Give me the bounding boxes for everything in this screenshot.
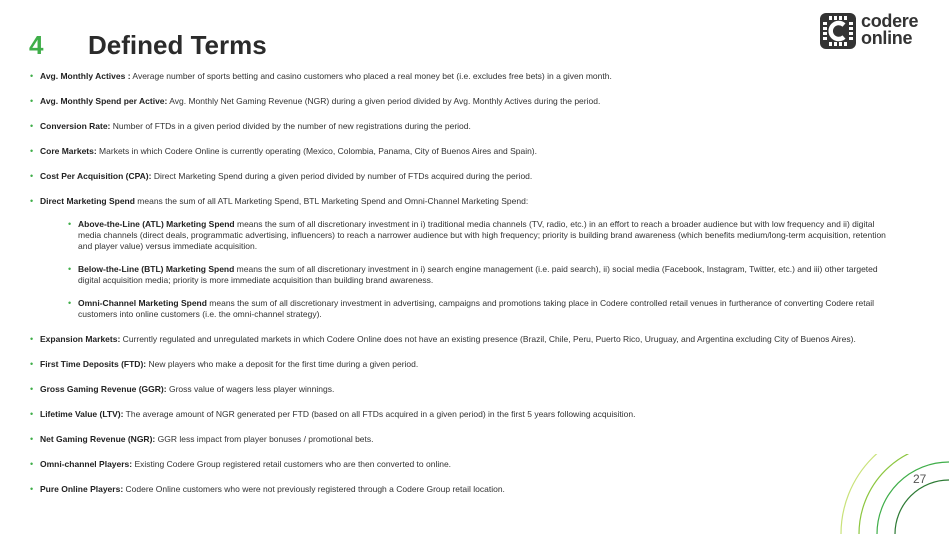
term-item (30, 459, 890, 470)
marketing-spend-subterms (40, 219, 890, 320)
header (0, 0, 949, 70)
subterm-definition: means the sum of all discretionary investment in i) traditional media channels (TV, radio, etc.) in an effort to reach a broader audience but with low frequency and ii) digital media channels (direct deals, programmatic advertising, influencers) to reach a narrower audience but with high frequency; priority is building brand awareness (which benefits medium/long-term acquisition, retention and player value) versus immediate acquisition. (78, 219, 886, 251)
term-item (30, 196, 890, 320)
defined-terms-list (30, 71, 890, 509)
bullet-icon: • (30, 96, 34, 106)
term-item (30, 121, 890, 132)
term-item (30, 359, 890, 370)
subterm-name: Above-the-Line (ATL) Marketing Spend (78, 219, 235, 229)
term-definition: Average number of sports betting and casino customers who placed a real money bet (i.e. excludes free bets) in a given month. (130, 71, 612, 81)
bullet-icon: • (30, 459, 34, 469)
page-title: Defined Terms (88, 30, 267, 60)
subterm-name: Below-the-Line (BTL) Marketing Spend (78, 264, 235, 274)
term-name: Pure Online Players: (40, 484, 124, 494)
subterm-name: Omni-Channel Marketing Spend (78, 298, 207, 308)
logo-line1: codere (861, 11, 919, 31)
term-item (30, 71, 890, 82)
term-name: Expansion Markets: (40, 334, 121, 344)
term-definition: The average amount of NGR generated per FTD (based on all FTDs acquired in a given period) in the first 5 years following acquisition. (123, 409, 636, 419)
bullet-icon: • (30, 146, 34, 156)
term-definition: Currently regulated and unregulated markets in which Codere Online does not have an existing presence (Brazil, Chile, Peru, Puerto Rico, Uruguay, and Argentina excluding City of Buenos Aires). (120, 334, 856, 344)
term-definition: Number of FTDs in a given period divided by the number of new registrations during the period. (110, 121, 471, 131)
codere-c-icon (820, 13, 856, 49)
term-item (30, 434, 890, 445)
term-definition: New players who make a deposit for the first time during a given period. (146, 359, 419, 369)
bullet-icon: • (30, 484, 34, 494)
bullet-icon: • (30, 334, 34, 344)
bullet-icon: • (68, 298, 72, 308)
bullet-icon: • (30, 121, 34, 131)
subterm-definition: means the sum of all discretionary investment in advertising, campaigns and promotions taking place in Codere controlled retail venues in furtherance of converting Codere retail customers into online customers (i.e. the omni-channel strategy). (78, 298, 875, 319)
bullet-icon: • (30, 384, 34, 394)
term-item (30, 146, 890, 157)
term-definition: Codere Online customers who were not previously registered through a Codere Group retail location. (123, 484, 505, 494)
codere-online-logo (820, 13, 930, 51)
bullet-icon: • (30, 196, 34, 206)
term-name: Core Markets: (40, 146, 97, 156)
bullet-icon: • (30, 171, 34, 181)
term-name: Omni-channel Players: (40, 459, 133, 469)
term-definition: GGR less impact from player bonuses / promotional bets. (155, 434, 374, 444)
term-definition: Existing Codere Group registered retail customers who are then converted to online. (132, 459, 452, 469)
subterm-item (68, 219, 890, 252)
bullet-icon: • (30, 359, 34, 369)
bullet-icon: • (68, 264, 72, 274)
term-name: Avg. Monthly Actives : (40, 71, 131, 81)
term-item (30, 171, 890, 182)
subterm-definition: means the sum of all discretionary investment in i) search engine management (i.e. paid search), ii) social media (Facebook, Instagram, Twitter, etc.) and iii) other targeted digital acquisition media; priority is more immediate acquisition than building brand awareness. (78, 264, 878, 285)
term-name: Cost Per Acquisition (CPA): (40, 171, 152, 181)
bullet-icon: • (30, 434, 34, 444)
term-name: Direct Marketing Spend (40, 196, 135, 206)
term-definition: means the sum of all ATL Marketing Spend, BTL Marketing Spend and Omni-Channel Marketing Spend: (134, 196, 529, 206)
section-number: 4 (29, 30, 44, 60)
bullet-icon: • (68, 219, 72, 229)
term-definition: Avg. Monthly Net Gaming Revenue (NGR) during a given period divided by Avg. Monthly Actives during the period. (167, 96, 601, 106)
term-definition: Gross value of wagers less player winnings. (166, 384, 335, 394)
term-name: First Time Deposits (FTD): (40, 359, 147, 369)
subterm-item (68, 264, 890, 286)
subterm-item (68, 298, 890, 320)
term-name: Net Gaming Revenue (NGR): (40, 434, 156, 444)
logo-line2: online (861, 28, 913, 48)
term-definition: Direct Marketing Spend during a given period divided by number of FTDs acquired during the period. (151, 171, 533, 181)
term-name: Avg. Monthly Spend per Active: (40, 96, 168, 106)
decorative-arcs (829, 454, 949, 534)
term-item (30, 334, 890, 345)
term-item (30, 484, 890, 495)
logo-wordmark (861, 13, 918, 47)
bullet-icon: • (30, 409, 34, 419)
bullet-icon: • (30, 71, 34, 81)
term-item (30, 409, 890, 420)
term-item (30, 384, 890, 395)
term-name: Conversion Rate: (40, 121, 111, 131)
term-name: Lifetime Value (LTV): (40, 409, 124, 419)
page-number: 27 (913, 472, 927, 486)
term-item (30, 96, 890, 107)
term-name: Gross Gaming Revenue (GGR): (40, 384, 167, 394)
term-definition: Markets in which Codere Online is currently operating (Mexico, Colombia, Panama, City of Buenos Aires and Spain). (96, 146, 538, 156)
